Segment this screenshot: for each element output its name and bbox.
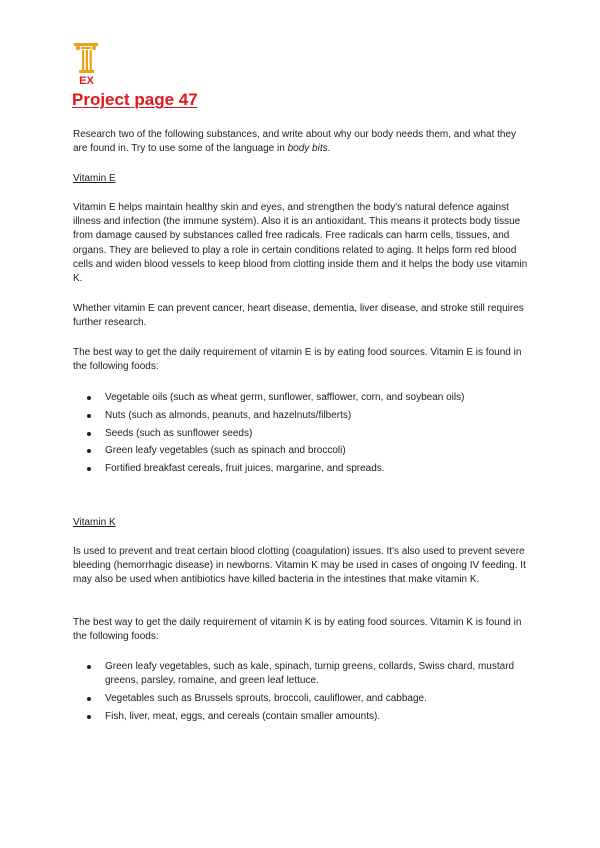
list-item: Nuts (such as almonds, peanuts, and hazelnuts/filberts) [73, 409, 533, 423]
bullet-icon [87, 449, 91, 453]
logo-text: EX [79, 75, 94, 87]
bullet-icon [87, 467, 91, 471]
vitamin-k-food-list [73, 660, 533, 728]
bullet-icon [87, 715, 91, 719]
list-item: Seeds (such as sunflower seeds) [73, 427, 533, 441]
bullet-icon [87, 414, 91, 418]
list-item: Vegetable oils (such as wheat germ, sunflower, safflower, corn, and soybean oils) [73, 391, 533, 405]
vitamin-e-food-list [73, 391, 533, 480]
list-item: Fortified breakfast cereals, fruit juices, margarine, and spreads. [73, 462, 533, 476]
vitamin-e-paragraph-1: Vitamin E helps maintain healthy skin and eyes, and strengthen the body's natural defence against illness and infection (the immune system). Also it is an antioxidant. This means it protects body tissue from damage caused by substances called free radicals. Free radicals can harm cells, tissues, and organs. They are believed to play a role in certain conditions related to aging. It helps form red blood cells and widen blood vessels to keep blood from clotting inside them and it helps the body use vitamin K. [73, 202, 528, 285]
intro-emphasis: body bits [287, 143, 328, 155]
bullet-icon [87, 665, 91, 669]
intro-end: . [327, 143, 331, 155]
pillar-logo-icon [72, 40, 102, 88]
page-title: Project page 47 [72, 90, 198, 109]
list-item: Green leafy vegetables (such as spinach and broccoli) [73, 444, 533, 458]
vitamin-e-paragraph-2: Whether vitamin E can prevent cancer, heart disease, dementia, liver disease, and stroke still requires further research. [73, 303, 524, 329]
list-item: Vegetables such as Brussels sprouts, broccoli, cauliflower, and cabbage. [73, 692, 533, 706]
vitamin-e-paragraph-3: The best way to get the daily requirement of vitamin E is by eating food sources. Vitamin E is found in the following foods: [73, 347, 522, 373]
list-item: Fish, liver, meat, eggs, and cereals (contain smaller amounts). [73, 710, 533, 724]
bullet-icon [87, 432, 91, 436]
list-item: Green leafy vegetables, such as kale, spinach, turnip greens, collards, Swiss chard, mustard greens, parsley, romaine, and green leaf lettuce. [73, 660, 533, 688]
bullet-icon [87, 396, 91, 400]
intro-paragraph [73, 128, 533, 156]
vitamin-k-paragraph-1: Is used to prevent and treat certain blood clotting (coagulation) issues. It's also used to prevent severe bleeding (hemorrhagic disease) in newborns. Vitamin K may be used in cases of ongoing IV feeding. It may also be used when antibiotics have killed bacteria in the intestines that make vitamin K. [73, 546, 526, 586]
vitamin-k-paragraph-2: The best way to get the daily requirement of vitamin K is by eating food sources. Vitamin K is found in the following foods: [73, 617, 522, 643]
vitamin-e-heading: Vitamin E [73, 173, 116, 184]
vitamin-k-heading: Vitamin K [73, 517, 116, 528]
intro-text: Research two of the following substances, and write about why our body needs them, and what they are found in. Try to use some of the language in [73, 129, 517, 155]
bullet-icon [87, 697, 91, 701]
